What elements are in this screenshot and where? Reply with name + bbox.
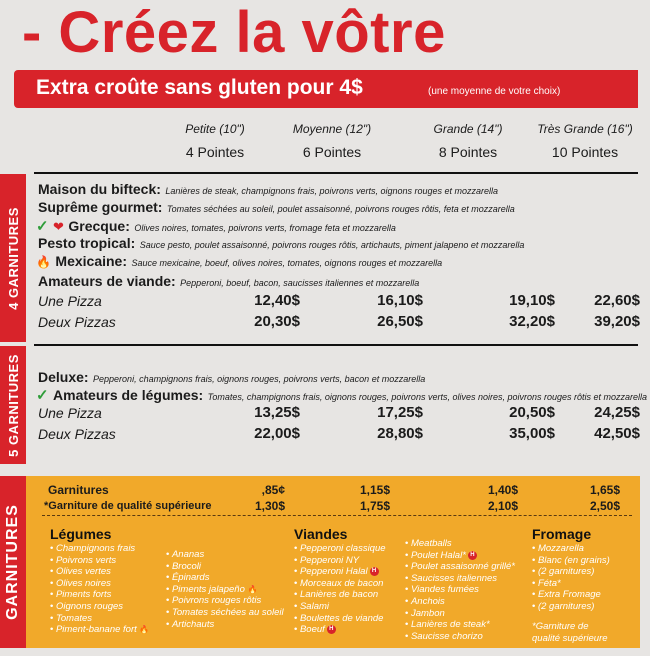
divider: [34, 172, 638, 174]
halal-icon: H: [327, 625, 336, 634]
list-item: • Artichauts: [166, 619, 284, 631]
pizza-desc: Sauce pesto, poulet assaisonné, poivrons rouges rôtis, artichauts, piment jalapeno et mozzarella: [139, 240, 525, 250]
list-item: • Champignons frais: [50, 543, 149, 555]
list-item: • Oignons rouges: [50, 601, 149, 613]
two-pizzas-label: Deux Pizzas: [38, 314, 116, 330]
pizza-name: Suprême gourmet:: [38, 199, 163, 215]
pizza-name: Mexicaine:: [55, 253, 127, 269]
superior-price-moyenne: 1,75$: [359, 499, 390, 513]
spicy-fire-icon: 🔥: [139, 625, 150, 635]
size-points-petite: 4 Pointes: [185, 144, 245, 160]
size-name-petite: Petite (10"): [185, 122, 245, 136]
halal-icon: H: [468, 551, 477, 560]
list-item: • Pepperoni classique: [294, 543, 386, 555]
pizza-name: Pesto tropical:: [38, 235, 136, 251]
viandes-list-1: [294, 543, 386, 636]
pizza-deluxe: [38, 369, 425, 387]
legumes-list-1: [50, 543, 149, 636]
price-two-grande: 32,20$: [509, 313, 555, 330]
list-item: • Olives noires: [50, 578, 149, 590]
list-item: • Boulettes de viande: [294, 613, 386, 625]
legumes-heading: Légumes: [50, 526, 112, 542]
list-item: • Piments forts: [50, 589, 149, 601]
viandes-list-2: [405, 538, 515, 642]
list-item: • Mozzarella: [532, 543, 610, 555]
list-item: • Piment-banane fort 🔥: [50, 624, 149, 636]
fromage-note: [532, 621, 608, 644]
list-item: • Poivrons rouges rôtis: [166, 595, 284, 607]
viandes-heading: Viandes: [294, 526, 348, 542]
legumes-list-2: [166, 549, 284, 630]
list-item: • Salami: [294, 601, 386, 613]
price-one-grande: 20,50$: [509, 404, 555, 421]
gluten-free-text: Extra croûte sans gluten pour 4$: [36, 76, 363, 99]
list-item: • Poivrons verts: [50, 555, 149, 567]
vegetarian-check-icon: ✓: [36, 218, 49, 235]
dashed-divider: [42, 515, 632, 516]
size-name-tres-grande: Très Grande (16"): [537, 122, 633, 136]
pizza-name: Grecque:: [68, 218, 130, 234]
fromage-heading: Fromage: [532, 526, 592, 542]
size-points-grande: 8 Pointes: [438, 144, 498, 160]
price-two-moyenne: 26,50$: [377, 313, 423, 330]
list-item: • (2 garnitures): [532, 601, 610, 613]
pizza-name: Amateurs de légumes:: [53, 387, 204, 403]
list-item: • Boeuf H: [294, 624, 386, 636]
pizza-desc: Tomates, champignons frais, oignons rouges, poivrons verts, olives noires, poivrons rouges rôtis et mozzarella: [207, 392, 648, 402]
price-two-moyenne: 28,80$: [377, 425, 423, 442]
list-item: • Poulet assaisonné grillé*: [405, 561, 515, 573]
superior-price-grande: 2,10$: [487, 499, 518, 513]
list-item: • Saucisse chorizo: [405, 631, 515, 643]
list-item: • Morceaux de bacon: [294, 578, 386, 590]
size-points-moyenne: 6 Pointes: [302, 144, 362, 160]
list-item: • Féta*: [532, 578, 610, 590]
price-one-tres-grande: 24,25$: [594, 404, 640, 421]
superior-price-petite: 1,30$: [254, 499, 285, 513]
divider: [34, 344, 638, 346]
garniture-price-petite: ,85¢: [261, 483, 285, 497]
section-tab-garnitures: GARNITURES: [0, 476, 26, 648]
list-item: • Tomates séchées au soleil: [166, 607, 284, 619]
vegetarian-check-icon: ✓: [36, 387, 49, 404]
pizza-supreme-gourmet: [38, 199, 515, 217]
list-item: • Poulet Halal* H: [405, 550, 515, 562]
one-pizza-label: Une Pizza: [38, 293, 102, 309]
price-one-moyenne: 16,10$: [377, 292, 423, 309]
price-one-grande: 19,10$: [509, 292, 555, 309]
size-name-grande: Grande (14"): [433, 122, 503, 136]
price-one-moyenne: 17,25$: [377, 404, 423, 421]
page-title: - Créez la vôtre: [22, 0, 446, 65]
one-pizza-label: Une Pizza: [38, 405, 102, 421]
superior-note-line-1: *Garniture de: [532, 621, 589, 632]
pizza-grecque: [36, 217, 396, 236]
list-item: • Pepperoni Halal H: [294, 566, 386, 578]
size-points-tres-grande: 10 Pointes: [551, 144, 619, 160]
list-item: • Tomates: [50, 613, 149, 625]
heart-icon: ❤: [53, 219, 64, 234]
pizza-desc: Sauce mexicaine, boeuf, olives noires, tomates, oignons rouges et mozzarella: [131, 258, 443, 268]
list-item: • Piments jalapeño 🔥: [166, 584, 284, 596]
pizza-amateurs-de-legumes: [36, 386, 647, 405]
section-tab-4-garnitures: 4 GARNITURES: [0, 174, 26, 342]
list-item: • Pepperoni NY: [294, 555, 386, 567]
list-item: • Ananas: [166, 549, 284, 561]
price-two-petite: 22,00$: [254, 425, 300, 442]
price-two-tres-grande: 39,20$: [594, 313, 640, 330]
superior-price-tres-grande: 2,50$: [589, 499, 620, 513]
pizza-desc: Tomates séchées au soleil, poulet assaisonné, poivrons rouges rôtis, feta et mozzarella: [166, 204, 515, 214]
garniture-price-grande: 1,40$: [487, 483, 518, 497]
price-two-tres-grande: 42,50$: [594, 425, 640, 442]
price-two-petite: 20,30$: [254, 313, 300, 330]
price-two-grande: 35,00$: [509, 425, 555, 442]
list-item: • Épinards: [166, 572, 284, 584]
pizza-name: Amateurs de viande:: [38, 273, 176, 289]
two-pizzas-label: Deux Pizzas: [38, 426, 116, 442]
price-one-tres-grande: 22,60$: [594, 292, 640, 309]
pizza-desc: Pepperoni, boeuf, bacon, saucisses italiennes et mozzarella: [180, 278, 420, 288]
garniture-price-tres-grande: 1,65$: [589, 483, 620, 497]
list-item: • Olives vertes: [50, 566, 149, 578]
list-item: • Lanières de bacon: [294, 589, 386, 601]
list-item: • (2 garnitures): [532, 566, 610, 578]
list-item: • Blanc (en grains): [532, 555, 610, 567]
price-one-petite: 12,40$: [254, 292, 300, 309]
fromage-list: [532, 543, 610, 613]
pizza-maison-du-bifteck: [38, 181, 498, 199]
gluten-free-note: (une moyenne de votre choix): [428, 86, 561, 97]
pizza-desc: Pepperoni, champignons frais, oignons rouges, poivrons verts, bacon et mozzarella: [93, 374, 426, 384]
spicy-fire-icon: 🔥: [36, 255, 51, 269]
size-name-moyenne: Moyenne (12"): [292, 122, 372, 136]
list-item: • Extra Fromage: [532, 589, 610, 601]
list-item: • Viandes fumées: [405, 584, 515, 596]
list-item: • Anchois: [405, 596, 515, 608]
list-item: • Meatballs: [405, 538, 515, 550]
pizza-desc: Lanières de steak, champignons frais, poivrons verts, oignons rouges et mozzarella: [165, 186, 499, 196]
list-item: • Lanières de steak*: [405, 619, 515, 631]
pizza-name: Deluxe:: [38, 369, 89, 385]
list-item: • Saucisses italiennes: [405, 573, 515, 585]
pizza-amateurs-de-viande: [38, 273, 419, 291]
section-tab-5-garnitures: 5 GARNITURES: [0, 346, 26, 464]
pizza-mexicaine: [36, 253, 442, 271]
pizza-name: Maison du bifteck:: [38, 181, 161, 197]
list-item: • Jambon: [405, 608, 515, 620]
halal-icon: H: [370, 567, 379, 576]
spicy-fire-icon: 🔥: [247, 584, 258, 594]
superior-note-line-2: qualité supérieure: [532, 632, 608, 644]
price-one-petite: 13,25$: [254, 404, 300, 421]
pizza-pesto-tropical: [38, 235, 524, 253]
garniture-price-moyenne: 1,15$: [359, 483, 390, 497]
superior-garniture-label: *Garniture de qualité supérieure: [44, 500, 212, 512]
list-item: • Brocoli: [166, 561, 284, 573]
pizza-desc: Olives noires, tomates, poivrons verts, fromage feta et mozzarella: [134, 223, 396, 233]
garniture-price-label: Garnitures: [48, 483, 109, 497]
